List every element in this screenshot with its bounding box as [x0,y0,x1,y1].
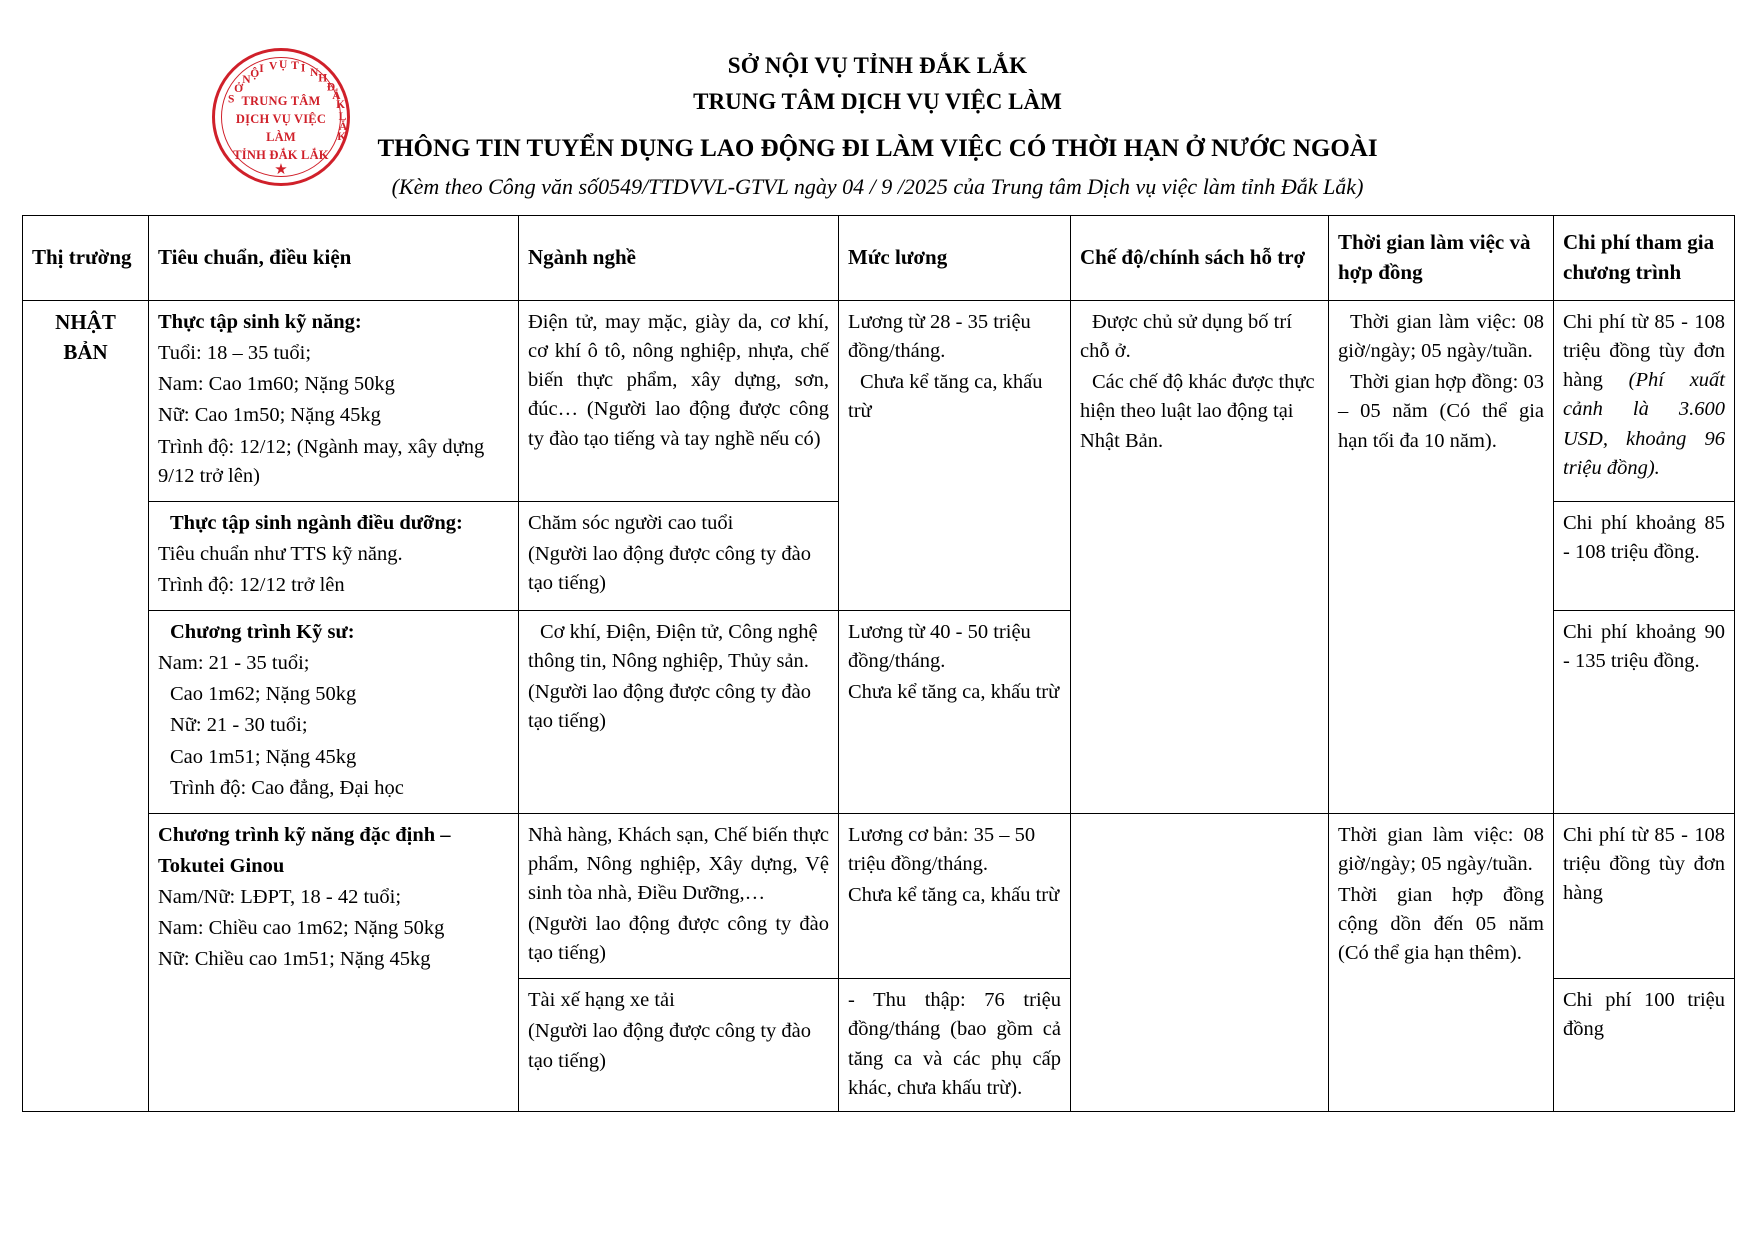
cost-cell-5: Chi phí 100 triệu đồng [1554,979,1735,1111]
jobs-line: (Người lao động được công ty đào tạo tiếng) [528,1020,812,1072]
jobs-line: Tài xế hạng xe tải [528,989,675,1012]
salary-cell-driver: - Thu thập: 76 triệu đồng/tháng (bao gồm cả tăng ca và các phụ cấp khác, chưa khấu trừ). [839,979,1071,1111]
jobs-cell-tokutei [519,813,839,979]
column-header-standards: Tiêu chuẩn, điều kiện [149,216,519,301]
jobs-line: Nhà hàng, Khách sạn, Chế biến thực phẩm, Nông nghiệp, Xây dựng, Vệ sinh tòa nhà, Điều Dưỡng,… [528,823,829,904]
standards-cell-trainee [149,301,519,502]
seal-arc-text: S Ở N Ộ I V Ụ T Ỉ N H Đ Ắ K L Ắ K [228,59,348,144]
standards-line: Nữ: Chiều cao 1m51; Nặng 45kg [158,948,431,971]
standards-title: Chương trình kỹ năng đặc định – [158,823,451,846]
cost-cell-2: Chi phí khoảng 85 - 108 triệu đồng. [1554,501,1735,610]
salary-line: Lương từ 28 - 35 triệu đồng/tháng. [848,311,1031,363]
standards-cell-tokutei [149,813,519,1111]
salary-line: Chưa kể tăng ca, khấu trừ [848,681,1060,704]
working-time-cell-2 [1329,813,1554,1111]
standards-title: Chương trình Kỹ sư: [170,621,355,644]
column-header-jobs: Ngành nghề [519,216,839,301]
jobs-cell-nursing [519,501,839,610]
jobs-line: (Người lao động được công ty đào tạo tiếng) [528,681,812,733]
support-line: Được chủ sử dụng bố trí chỗ ở. [1080,311,1292,363]
cost-cell-1 [1554,301,1735,502]
table-row [23,813,1735,979]
salary-line: Lương từ 40 - 50 triệu đồng/tháng. [848,621,1031,673]
working-time-line: Thời gian hợp đồng cộng dồn đến 05 năm (Có thể gia hạn thêm). [1338,883,1544,965]
working-time-cell-1 [1329,301,1554,814]
seal-center-line-1: TRUNG TÂM [241,94,321,108]
recruitment-info-table [22,215,1735,1111]
cost-text: Chi phí từ 85 - 108 triệu đồng tùy đơn hàng [1563,311,1725,392]
support-cell-2 [1071,813,1329,1111]
standards-line: Nữ: Cao 1m50; Nặng 45kg [158,404,381,427]
cost-note: (Phí xuất cảnh là 3.600 USD, khoảng 96 triệu đồng). [1563,369,1725,479]
jobs-line: Cơ khí, Điện, Điện tử, Công nghệ thông tin, Nông nghiệp, Thủy sản. [528,621,818,673]
column-header-support: Chế độ/chính sách hỗ trợ [1071,216,1329,301]
seal-center-line-3: TỈNH ĐẮK LẮK [233,148,329,163]
standards-line: Cao 1m51; Nặng 45kg [170,745,357,768]
document-subtitle: (Kèm theo Công văn số0549/TTDVVL-GTVL ngày 04 / 9 /2025 của Trung tâm Dịch vụ việc làm tỉnh Đắk Lắk) [391,173,1364,199]
standards-line: Nữ: 21 - 30 tuổi; [170,714,308,737]
salary-cell-trainee [839,301,1071,611]
support-cell [1071,301,1329,814]
seal-center-line-2: DỊCH VỤ VIỆC LÀM [235,112,327,145]
table-row [23,301,1735,502]
standards-line: Nam: Chiều cao 1m62; Nặng 50kg [158,917,445,940]
column-header-working-time: Thời gian làm việc và hợp đồng [1329,216,1554,301]
column-header-salary: Mức lương [839,216,1071,301]
salary-cell-tokutei [839,813,1071,979]
page-title: THÔNG TIN TUYỂN DỤNG LAO ĐỘNG ĐI LÀM VIỆC CÓ THỜI HẠN Ở NƯỚC NGOÀI [377,134,1378,162]
column-header-cost: Chi phí tham gia chương trình [1554,216,1735,301]
salary-line: Chưa kể tăng ca, khấu trừ [848,883,1060,906]
column-header-market: Thị trường [23,216,149,301]
standards-title-2: Tokutei Ginou [158,854,285,877]
salary-cell-engineer [839,611,1071,814]
jobs-cell-engineer [519,611,839,814]
cost-cell-3: Chi phí khoảng 90 - 135 triệu đồng. [1554,611,1735,814]
standards-title: Thực tập sinh ngành điều dưỡng: [170,511,463,534]
market-label: NHẬT BẢN [55,310,116,364]
cost-cell-4: Chi phí từ 85 - 108 triệu đồng tùy đơn hàng [1554,813,1735,979]
market-cell [23,301,149,1112]
standards-line: Trình độ: Cao đẳng, Đại học [170,776,404,799]
standards-line: Cao 1m62; Nặng 50kg [170,683,357,706]
table-header-row [23,216,1735,301]
document-header [0,0,1755,201]
jobs-line: Chăm sóc người cao tuổi [528,511,734,534]
salary-line: Lương cơ bản: 35 – 50 triệu đồng/tháng. [848,823,1036,875]
salary-line: Chưa kể tăng ca, khấu trừ [848,371,1043,423]
standards-line: Tiêu chuẩn như TTS kỹ năng. [158,542,403,565]
seal-star-icon: ★ [274,162,288,178]
organization-name: TRUNG TÂM DỊCH VỤ VIỆC LÀM [693,88,1062,114]
working-time-line: Thời gian làm việc: 08 giờ/ngày; 05 ngày/tuần. [1338,823,1544,875]
working-time-line: Thời gian hợp đồng: 03 – 05 năm (Có thể gia hạn tối đa 10 năm). [1338,371,1544,452]
working-time-line: Thời gian làm việc: 08 giờ/ngày; 05 ngày/tuần. [1338,311,1544,363]
standards-line: Tuổi: 18 – 35 tuổi; [158,342,312,365]
jobs-cell-driver [519,979,839,1111]
jobs-cell-trainee: Điện tử, may mặc, giày da, cơ khí, cơ khí ô tô, nông nghiệp, nhựa, chế biến thực phẩm, xây dựng, sơn, đúc… (Người lao động được công ty đào tạo tiếng và tay nghề nếu có) [519,301,839,502]
standards-title: Thực tập sinh kỹ năng: [158,311,362,334]
organization-parent: SỞ NỘI VỤ TỈNH ĐẮK LẮK [727,53,1028,78]
standards-line: Trình độ: 12/12; (Ngành may, xây dựng 9/12 trở lên) [158,435,485,487]
standards-cell-nursing [149,501,519,610]
standards-line: Nam: Cao 1m60; Nặng 50kg [158,373,395,396]
standards-line: Nam/Nữ: LĐPT, 18 - 42 tuổi; [158,885,402,908]
jobs-line: (Người lao động được công ty đào tạo tiếng) [528,542,812,594]
standards-line: Nam: 21 - 35 tuổi; [158,652,310,675]
standards-cell-engineer [149,611,519,814]
support-line: Các chế độ khác được thực hiện theo luật lao động tại Nhật Bản. [1080,371,1315,452]
jobs-line: (Người lao động được công ty đào tạo tiếng) [528,913,829,965]
standards-line: Trình độ: 12/12 trở lên [158,573,345,596]
